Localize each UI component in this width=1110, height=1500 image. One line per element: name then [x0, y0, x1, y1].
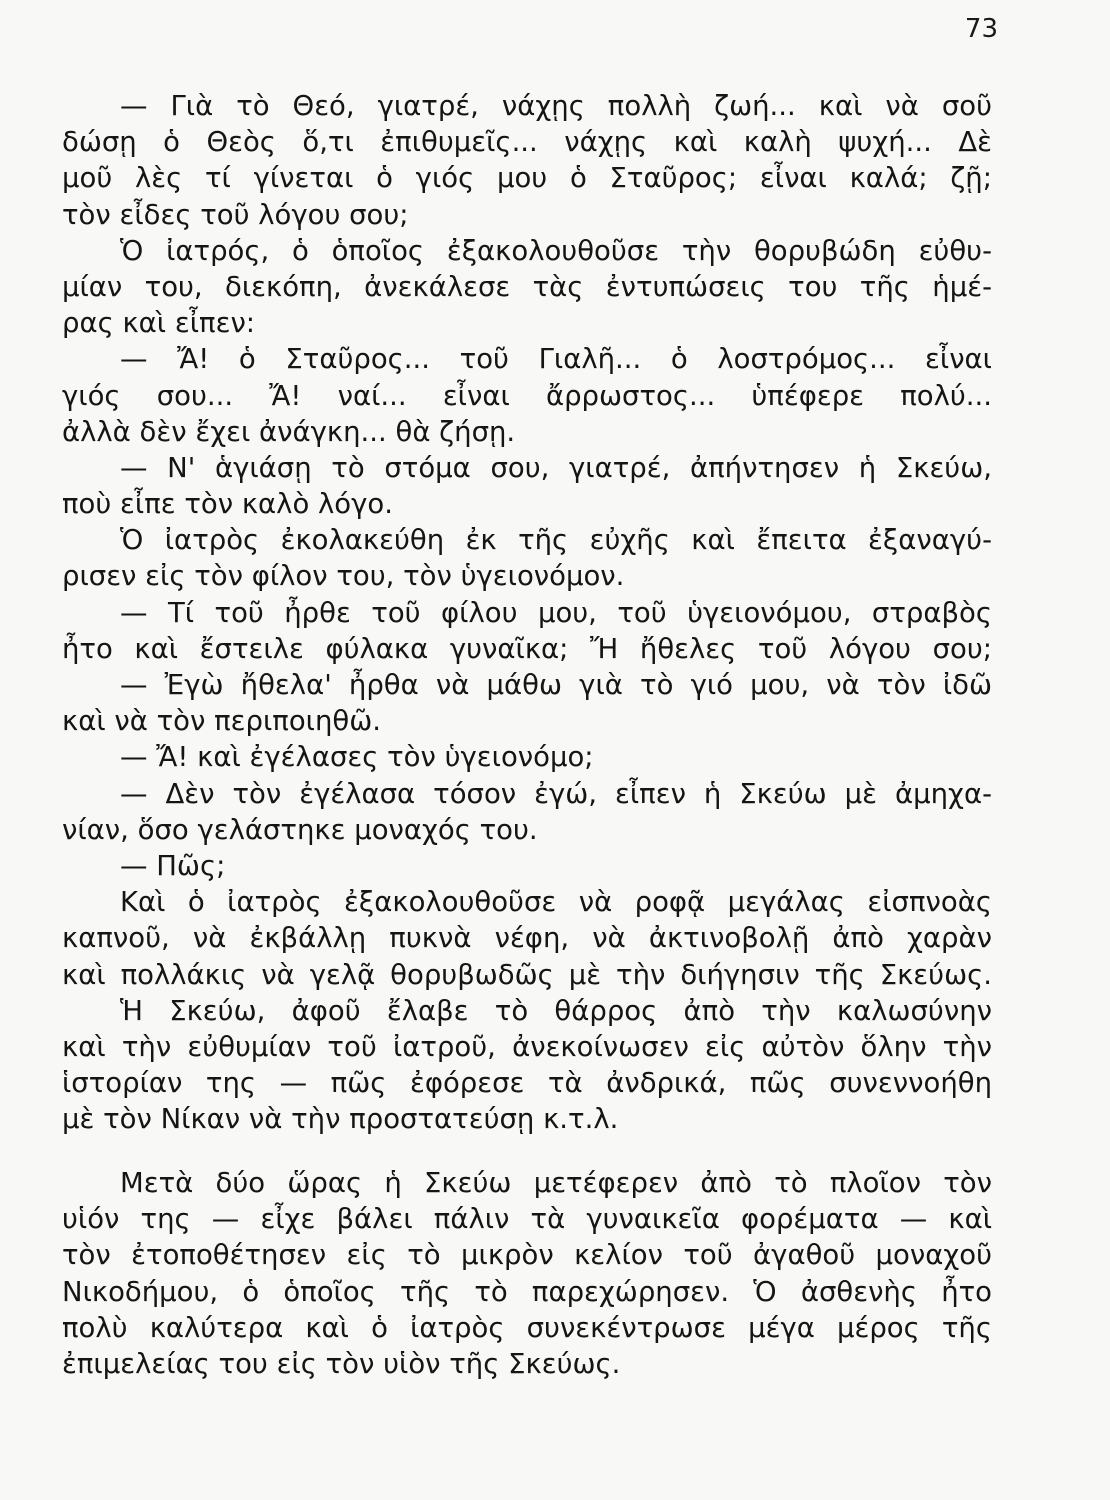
- text-line: καὶ τὴν εὐθυμίαν τοῦ ἰατροῦ, ἀνεκοίνωσεν εἰς αὐτὸν ὅλην τὴν: [62, 1030, 992, 1063]
- text-block-dialogue: [62, 88, 992, 1137]
- text-line: Ὁ ἰατρός, ὁ ὁποῖος ἐξακολουθοῦσε τὴν θορυβώδη εὐθυ-: [120, 234, 992, 267]
- text-line: Μετὰ δύο ὥρας ἡ Σκεύω μετέφερεν ἀπὸ τὸ πλοῖον τὸν: [120, 1167, 992, 1199]
- text-line: — Ἄ! ὁ Σταῦρος... τοῦ Γιαλῆ... ὁ λοστρόμος... εἶναι: [120, 343, 992, 376]
- text-line: ἀλλὰ δὲν ἔχει ἀνάγκη... θὰ ζήσῃ.: [62, 415, 516, 448]
- text-line: καὶ πολλάκις νὰ γελᾷ θορυβωδῶς μὲ τὴν διήγησιν τῆς Σκεύως.: [62, 958, 992, 991]
- text-line: — Ἄ! καὶ ἐγέλασες τὸν ὑγειονόμο;: [120, 741, 594, 774]
- text-line: — Γιὰ τὸ Θεό, γιατρέ, νάχῃς πολλὴ ζωή... καὶ νὰ σοῦ: [120, 90, 992, 122]
- text-line: δώσῃ ὁ Θεὸς ὅ,τι ἐπιθυμεῖς... νάχῃς καὶ καλὴ ψυχή... Δὲ: [62, 126, 992, 159]
- text-line: ποὺ εἶπε τὸν καλὸ λόγο.: [62, 488, 393, 521]
- page-number: 73: [964, 14, 998, 44]
- text-line: μοῦ λὲς τί γίνεται ὁ γιός μου ὁ Σταῦρος; εἶναι καλά; ζῇ;: [62, 162, 992, 195]
- text-line: Καὶ ὁ ἰατρὸς ἐξακολουθοῦσε νὰ ροφᾷ μεγάλας εἰσπνοὰς: [120, 886, 992, 919]
- text-line: ἱστορίαν της — πῶς ἐφόρεσε τὰ ἀνδρικά, πῶς συνεννοήθη: [62, 1067, 992, 1100]
- text-line: — Ν' ἁγιάσῃ τὸ στόμα σου, γιατρέ, ἀπήντησεν ἡ Σκεύω,: [120, 451, 992, 484]
- text-line: — Δὲν τὸν ἐγέλασα τόσον ἐγώ, εἶπεν ἡ Σκεύω μὲ ἀμηχα-: [120, 777, 992, 810]
- text-line: πολὺ καλύτερα καὶ ὁ ἰατρὸς συνεκέντρωσε μέγα μέρος τῆς: [62, 1311, 992, 1344]
- text-line: καπνοῦ, νὰ ἐκβάλλῃ πυκνὰ νέφη, νὰ ἀκτινοβολῇ ἀπὸ χαρὰν: [62, 922, 992, 955]
- text-line: μὲ τὸν Νίκαν νὰ τὴν προστατεύσῃ κ.τ.λ.: [62, 1103, 619, 1136]
- text-line: ρισεν εἰς τὸν φίλον του, τὸν ὑγειονόμον.: [62, 560, 625, 593]
- text-line: Ἡ Σκεύω, ἀφοῦ ἔλαβε τὸ θάρρος ἀπὸ τὴν καλωσύνην: [120, 994, 992, 1027]
- text-line: ἐπιμελείας του εἰς τὸν υἱὸν τῆς Σκεύως.: [62, 1347, 621, 1380]
- text-line: καὶ νὰ τὸν περιποιηθῶ.: [62, 705, 381, 738]
- text-line: νίαν, ὅσο γελάστηκε μοναχός του.: [62, 813, 538, 846]
- text-line: ἦτο καὶ ἔστειλε φύλακα γυναῖκα; Ἤ ἤθελες τοῦ λόγου σου;: [62, 632, 992, 665]
- text-line: — Ἐγὼ ἤθελα' ἦρθα νὰ μάθω γιὰ τὸ γιό μου, νὰ τὸν ἰδῶ: [120, 669, 992, 701]
- text-line: Νικοδήμου, ὁ ὁποῖος τῆς τὸ παρεχώρησεν. Ὁ ἀσθενὴς ἦτο: [62, 1275, 992, 1308]
- text-line: υἱόν της — εἶχε βάλει πάλιν τὰ γυναικεῖα φορέματα — καὶ: [62, 1203, 992, 1236]
- text-line: γιός σου... Ἄ! ναί... εἶναι ἄρρωστος... ὑπέφερε πολύ...: [62, 379, 992, 412]
- text-line: — Τί τοῦ ἦρθε τοῦ φίλου μου, τοῦ ὑγειονόμου, στραβὸς: [120, 596, 992, 629]
- text-line: τὸν ἐτοποθέτησεν εἰς τὸ μικρὸν κελίον τοῦ ἀγαθοῦ μοναχοῦ: [62, 1239, 992, 1272]
- text-line: τὸν εἶδες τοῦ λόγου σου;: [62, 198, 409, 231]
- text-line: ρας καὶ εἶπεν:: [62, 307, 256, 340]
- text-line: — Πῶς;: [120, 849, 226, 882]
- text-block-closing-paragraph: [62, 1165, 992, 1382]
- text-line: Ὁ ἰατρὸς ἐκολακεύθη ἐκ τῆς εὐχῆς καὶ ἔπειτα ἐξαναγύ-: [120, 524, 992, 557]
- text-line: μίαν του, διεκόπη, ἀνεκάλεσε τὰς ἐντυπώσεις του τῆς ἡμέ-: [62, 270, 992, 303]
